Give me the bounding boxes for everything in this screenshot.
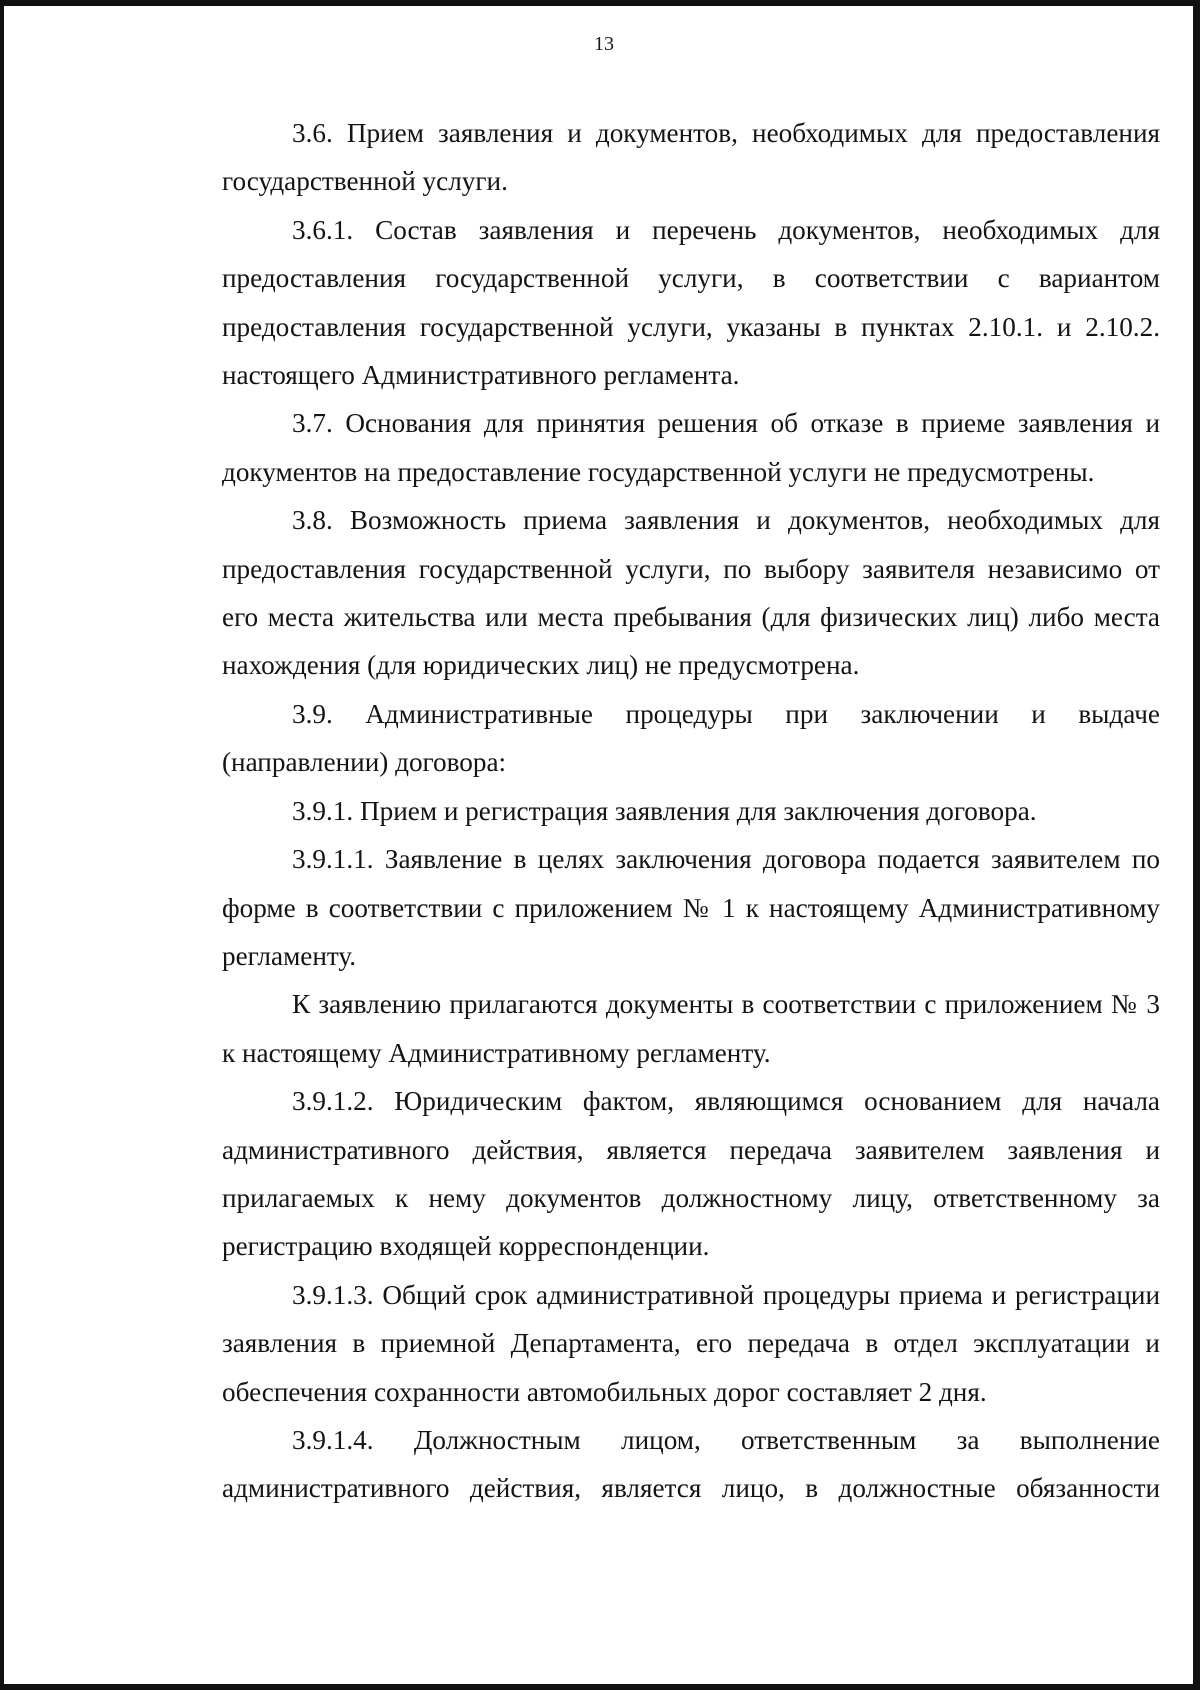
paragraph-3-6: 3.6. Прием заявления и документов, необходимых для предоставления государственной услуги. — [222, 118, 1160, 197]
paragraph-3-9-1-3: 3.9.1.3. Общий срок административной процедуры приема и регистрации заявления в приемной Департамента, его передача в отдел эксплуатации и обеспечения сохранности автомобильных дорог составляет 2 дня. — [222, 1279, 1160, 1407]
document-body — [222, 109, 1160, 1513]
paragraph-3-7: 3.7. Основания для принятия решения об отказе в приеме заявления и документов на предоставление государственной услуги не предусмотрены. — [222, 408, 1160, 487]
paragraph-3-9-1-4: 3.9.1.4. Должностным лицом, ответственным за выполнение административного действия, является лицо, в должностные обязанности — [222, 1424, 1160, 1504]
paragraph-3-9: 3.9. Административные процедуры при заключении и выдаче (направлении) договора: — [222, 698, 1160, 778]
paragraph-3-9-1-1: 3.9.1.1. Заявление в целях заключения договора подается заявителем по форме в соответствии с приложением № 1 к настоящему Административному регламенту. — [222, 844, 1160, 971]
page-number: 13 — [594, 33, 614, 55]
paragraph-3-9-1: 3.9.1. Прием и регистрация заявления для заключения договора. — [292, 795, 1037, 826]
paragraph-3-9-1-2: 3.9.1.2. Юридическим фактом, являющимся основанием для начала административного действия, является передача заявителем заявления и прилагаемых к нему документов должностному лицу, ответственному за регистрацию входящей корреспонденции. — [222, 1086, 1160, 1262]
paragraph-3-8: 3.8. Возможность приема заявления и документов, необходимых для предоставления государственной услуги, по выбору заявителя независимо от его места жительства или места пребывания (для физических лиц) либо места нахождения (для юридических лиц) не предусмотрена. — [222, 505, 1160, 681]
paragraph-attachments: К заявлению прилагаются документы в соответствии с приложением № 3 к настоящему Административному регламенту. — [222, 989, 1160, 1068]
paragraph-3-6-1: 3.6.1. Состав заявления и перечень документов, необходимых для предоставления государственной услуги, в соответствии с вариантом предоставления государственной услуги, указаны в пунктах 2.10.1. и 2.10.2. настоящего Административного регламента. — [222, 214, 1160, 391]
